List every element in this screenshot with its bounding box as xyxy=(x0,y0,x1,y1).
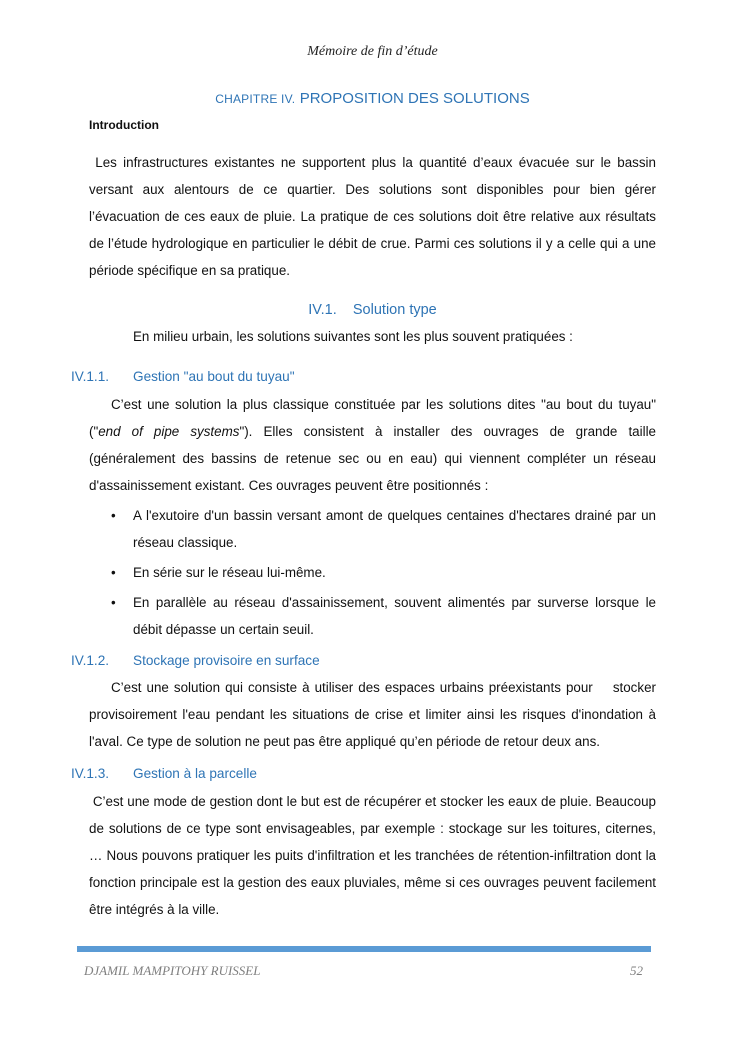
section-heading xyxy=(0,302,745,318)
list-item xyxy=(89,559,656,586)
running-header: Mémoire de fin d’étude xyxy=(307,44,438,59)
bullet-icon: • xyxy=(111,595,116,610)
section-number: IV.1. xyxy=(308,302,337,318)
introduction-paragraph: Les infrastructures existantes ne supportent plus la quantité d’eaux évacuée sur le bassin versant aux alentours de ce quartier. Des solutions sont disponibles pour bien gérer l’évacuation de ces eaux de pluie. La pratique de ces solutions doit être relative aux résultats de l’étude hydrologique en particulier le débit de crue. Parmi ces solutions il y a celle qui a une période spécifique en sa pratique. xyxy=(89,155,660,278)
section-lead: En milieu urbain, les solutions suivantes sont les plus souvent pratiquées : xyxy=(133,329,573,344)
chapter-heading: PROPOSITION DES SOLUTIONS xyxy=(299,90,530,107)
section-title: Solution type xyxy=(352,302,437,318)
list-item-text: A l'exutoire d'un bassin versant amont de quelques centaines d'hectares drainé par un réseau classique. xyxy=(133,508,656,550)
list-item xyxy=(89,589,656,643)
chapter-title xyxy=(0,90,745,108)
bullet-icon: • xyxy=(111,565,116,580)
paragraph-text: "). Elles consistent à installer des ouvrages de grande taille (généralement des bassins de retenue sec ou en eau) qui viennent compléter un réseau d'assainissement existant. Ces ouvrages peuvent être positionnés : xyxy=(89,424,656,493)
paragraph-text: C’est une solution la plus classique constituée par les solutions dites "au bout du tuyau" (" xyxy=(89,397,656,439)
bullet-icon: • xyxy=(111,508,116,523)
subsection-heading-1 xyxy=(71,369,295,384)
footer-author: DJAMIL MAMPITOHY RUISSEL xyxy=(84,963,261,978)
paragraph-italic-text: end of pipe systems xyxy=(98,424,240,439)
subsection-1-paragraph xyxy=(89,391,656,499)
subsection-heading-3 xyxy=(71,766,257,781)
subsection-title: Stockage provisoire en surface xyxy=(133,653,320,668)
subsection-2-paragraph: C’est une solution qui consiste à utiliser des espaces urbains préexistants pour stocker provisoirement l'eau pendant les situations de crise et limiter ainsi les risques d'inondation à l'aval. Ce type de solution ne peut pas être appliqué qu’en période de retour deux ans. xyxy=(89,680,660,749)
chapter-label: CHAPITRE IV. xyxy=(215,92,296,106)
page-number: 52 xyxy=(630,963,643,978)
subsection-number: IV.1.1. xyxy=(71,369,110,384)
subsection-heading-2 xyxy=(71,653,320,668)
subsection-3-paragraph: C’est une mode de gestion dont le but est de récupérer et stocker les eaux de pluie. Beaucoup de solutions de ce type sont envisageables, par exemple : stockage sur les toitures, citernes, … Nous pouvons pratiquer les puits d'infiltration et les tranchées de rétention-infiltration dont la fonction principale est la gestion des eaux pluviales, même si ces ouvrages peuvent facilement être intégrés à la ville. xyxy=(89,794,660,917)
footer-divider xyxy=(77,946,651,952)
list-item xyxy=(89,502,656,556)
subsection-title: Gestion à la parcelle xyxy=(133,766,257,781)
subsection-title: Gestion "au bout du tuyau" xyxy=(133,369,295,384)
list-item-text: En série sur le réseau lui-même. xyxy=(133,565,326,580)
list-item-text: En parallèle au réseau d'assainissement, souvent alimentés par surverse lorsque le débit dépasse un certain seuil. xyxy=(133,595,656,637)
bullet-list xyxy=(89,502,656,646)
subsection-number: IV.1.3. xyxy=(71,766,110,781)
introduction-heading: Introduction xyxy=(89,118,159,132)
subsection-number: IV.1.2. xyxy=(71,653,110,668)
